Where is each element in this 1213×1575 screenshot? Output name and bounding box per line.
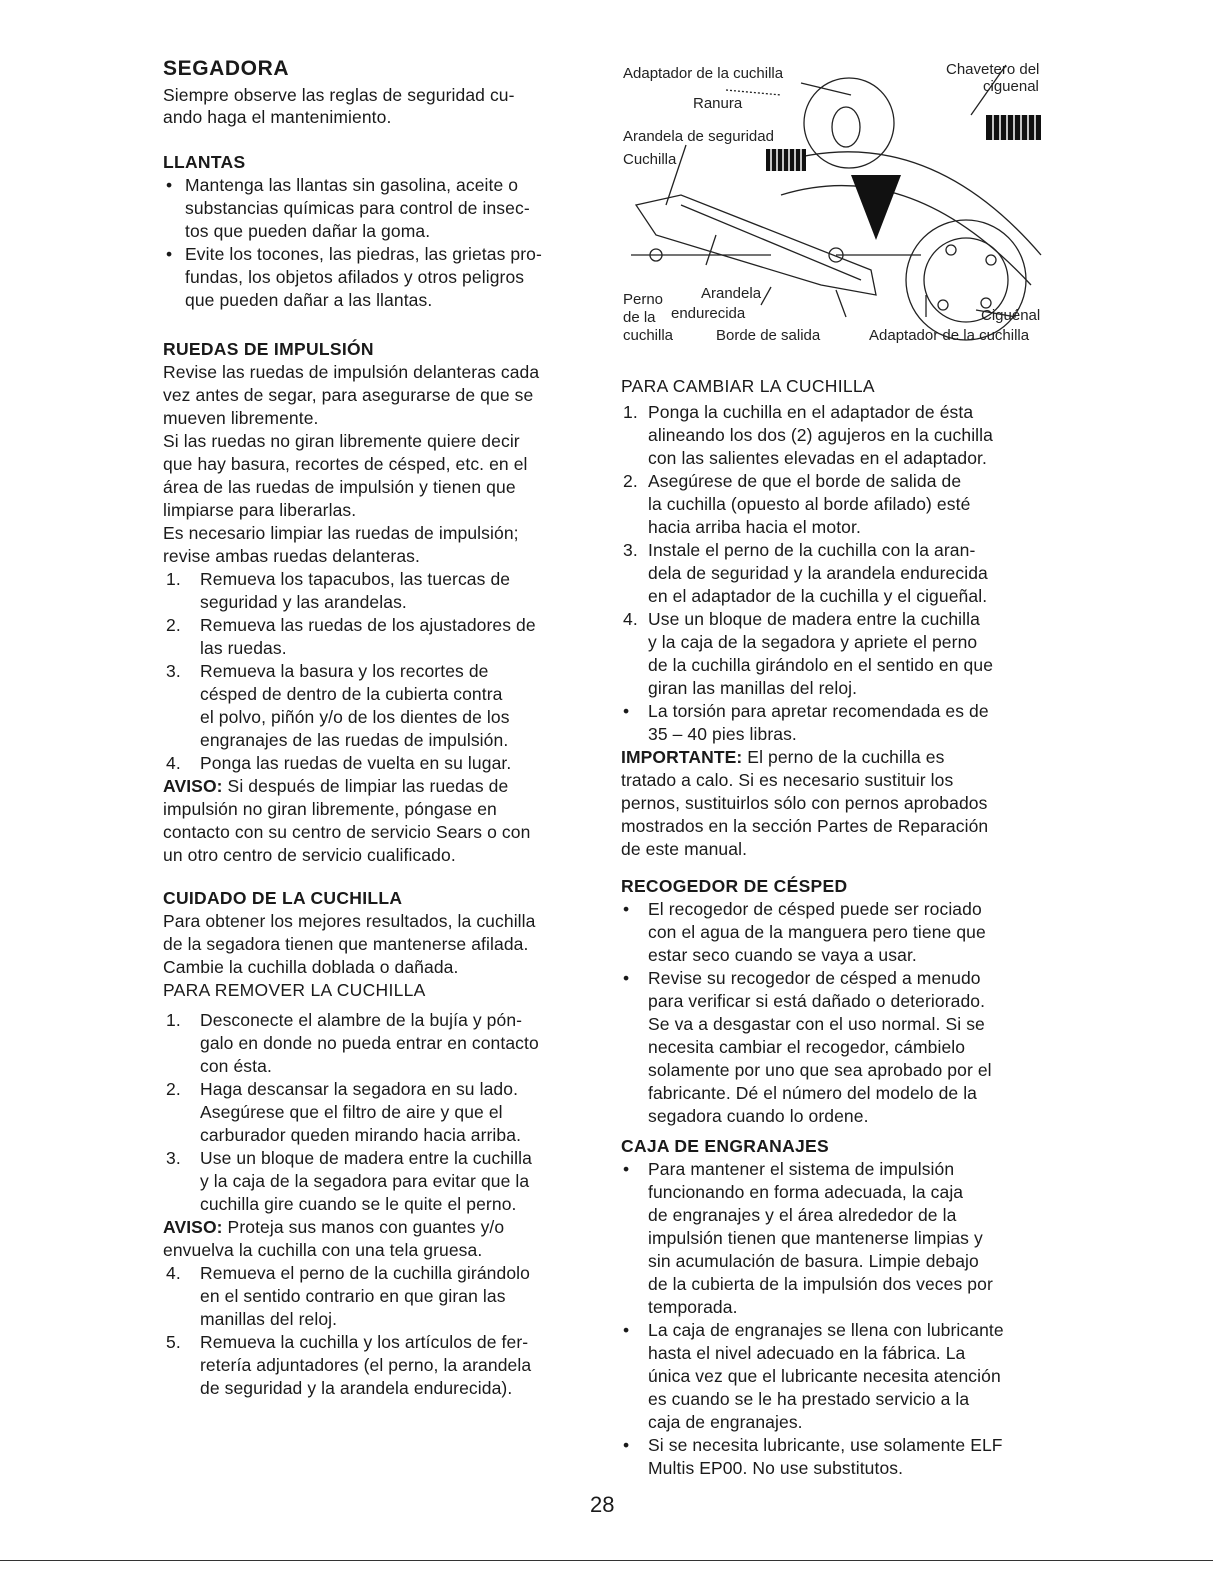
- heading-cuidado: CUIDADO DE LA CUCHILLA: [163, 888, 403, 908]
- text-line: Se va a desgastar con el uso normal. Si se: [648, 1014, 985, 1034]
- text-line: caja de engranajes.: [648, 1412, 803, 1432]
- label-adaptador-bottom: Adaptador de la cuchilla: [869, 327, 1030, 344]
- label-borde-salida: Borde de salida: [716, 327, 821, 344]
- text-line: de la segadora tienen que mantenerse afilada.: [163, 934, 529, 954]
- text-line: Multis EP00. No use substitutos.: [648, 1458, 904, 1478]
- label-cuchilla: Cuchilla: [623, 151, 677, 168]
- heading-recogedor: RECOGEDOR DE CÉSPED: [621, 876, 848, 896]
- text-line: Revise las ruedas de impulsión delanteras cada: [163, 362, 540, 382]
- bullet-glyph: •: [623, 1320, 630, 1340]
- heading-ruedas: RUEDAS DE IMPULSIÓN: [163, 339, 374, 359]
- text-line: solamente por uno que sea aprobado por el: [648, 1060, 992, 1080]
- heading-caja: CAJA DE ENGRANAJES: [621, 1136, 829, 1156]
- section-title-segadora: SEGADORA: [163, 57, 290, 80]
- text-line: manillas del reloj.: [200, 1309, 338, 1329]
- importante-line: [621, 747, 944, 768]
- text-line: las ruedas.: [200, 638, 287, 658]
- text-line: La torsión para apretar recomendada es de: [648, 701, 989, 721]
- step-number: 3.: [166, 1148, 181, 1168]
- aviso-text: Proteja sus manos con guantes y/o: [222, 1217, 505, 1237]
- text-line: y la caja de la segadora y apriete el perno: [648, 632, 978, 652]
- text-line: Use un bloque de madera entre la cuchilla: [648, 609, 980, 629]
- intro-line: ando haga el mantenimiento.: [163, 107, 392, 127]
- label-chavetero: ciguenal: [983, 78, 1039, 95]
- text-line: de la cuchilla girándolo en el sentido en que: [648, 655, 994, 675]
- step-number: 3.: [623, 540, 638, 560]
- text-line: Para mantener el sistema de impulsión: [648, 1159, 955, 1179]
- bullet-glyph: •: [166, 244, 173, 264]
- step-number: 4.: [166, 753, 181, 773]
- text-line: impulsión tienen que mantenerse limpias y: [648, 1228, 983, 1248]
- text-line: sin acumulación de basura. Limpie debajo: [648, 1251, 979, 1271]
- text-line: Asegúrese de que el borde de salida de: [648, 471, 962, 491]
- text-line: seguridad y las arandelas.: [200, 592, 407, 612]
- text-line: Use un bloque de madera entre la cuchilla: [200, 1148, 532, 1168]
- intro-line: Siempre observe las reglas de seguridad cu-: [163, 85, 515, 105]
- text-line: Ponga la cuchilla en el adaptador de ésta: [648, 402, 974, 422]
- text-line: Mantenga las llantas sin gasolina, aceite o: [185, 175, 519, 195]
- text-line: el polvo, piñón y/o de los dientes de los: [200, 707, 510, 727]
- text-line: y la caja de la segadora para evitar que la: [200, 1171, 530, 1191]
- text-line: de la cubierta de la impulsión dos veces por: [648, 1274, 993, 1294]
- text-line: La caja de engranajes se llena con lubricante: [648, 1320, 1004, 1340]
- label-arandela-endurecida: Arandela: [701, 285, 762, 302]
- text-line: contacto con su centro de servicio Sears o con: [163, 822, 531, 842]
- label-perno: Perno: [623, 291, 664, 308]
- text-line: hasta el nivel adecuado en la fábrica. La: [648, 1343, 966, 1363]
- step-number: 1.: [623, 402, 638, 422]
- text-line: Evite los tocones, las piedras, las grietas pro-: [185, 244, 542, 264]
- text-line: Si se necesita lubricante, use solamente ELF: [648, 1435, 1003, 1455]
- text-line: necesita cambiar el recogedor, cámbielo: [648, 1037, 966, 1057]
- text-line: tratado a calo. Si es necesario sustituir los: [621, 770, 954, 790]
- text-line: hacia arriba hacia el motor.: [648, 517, 861, 537]
- text-line: 35 – 40 pies libras.: [648, 724, 797, 744]
- aviso-label: AVISO:: [163, 776, 223, 796]
- label-arandela-endurecida: endurecida: [671, 305, 746, 322]
- label-perno: de la: [623, 309, 656, 326]
- bullet-glyph: •: [623, 968, 630, 988]
- text-line: con el agua de la manguera pero tiene que: [648, 922, 986, 942]
- text-line: en el adaptador de la cuchilla y el cigueñal.: [648, 586, 988, 606]
- bullet-glyph: •: [623, 1159, 630, 1179]
- text-line: engranajes de las ruedas de impulsión.: [200, 730, 509, 750]
- step-number: 1.: [166, 1010, 181, 1030]
- text-line: Remueva la cuchilla y los artículos de fer-: [200, 1332, 529, 1352]
- text-line: Para obtener los mejores resultados, la cuchilla: [163, 911, 536, 931]
- importante-label: IMPORTANTE:: [621, 747, 743, 767]
- text-line: retería adjuntadores (el perno, la arandela: [200, 1355, 532, 1375]
- text-line: Ponga las ruedas de vuelta en su lugar.: [200, 753, 512, 773]
- step-number: 3.: [166, 661, 181, 681]
- text-line: envuelva la cuchilla con una tela gruesa.: [163, 1240, 483, 1260]
- text-line: única vez que el lubricante necesita atención: [648, 1366, 1001, 1386]
- text-line: El recogedor de césped puede ser rociado: [648, 899, 982, 919]
- text-line: temporada.: [648, 1297, 738, 1317]
- text-line: giran las manillas del reloj.: [648, 678, 858, 698]
- label-chavetero: Chavetero del: [946, 61, 1040, 78]
- text-line: tos que pueden dañar la goma.: [185, 221, 431, 241]
- text-line: Remueva las ruedas de los ajustadores de: [200, 615, 536, 635]
- text-line: Cambie la cuchilla doblada o dañada.: [163, 957, 459, 977]
- aviso-text: Si después de limpiar las ruedas de: [222, 776, 509, 796]
- text-line: la cuchilla (opuesto al borde afilado) esté: [648, 494, 971, 514]
- step-number: 2.: [166, 615, 181, 635]
- bottom-divider: [0, 1560, 1213, 1561]
- bullet-glyph: •: [623, 899, 630, 919]
- step-number: 5.: [166, 1332, 181, 1352]
- step-number: 4.: [166, 1263, 181, 1283]
- text-line: Instale el perno de la cuchilla con la aran-: [648, 540, 976, 560]
- text-line: Si las ruedas no giran libremente quiere decir: [163, 431, 520, 451]
- bullet-glyph: •: [623, 1435, 630, 1455]
- text-line: dela de seguridad y la arandela endurecida: [648, 563, 988, 583]
- text-line: mostrados en la sección Partes de Reparación: [621, 816, 989, 836]
- text-line: Remueva los tapacubos, las tuercas de: [200, 569, 511, 589]
- text-line: un otro centro de servicio cualificado.: [163, 845, 456, 865]
- text-line: que pueden dañar a las llantas.: [185, 290, 433, 310]
- text-line: galo en donde no pueda entrar en contacto: [200, 1033, 539, 1053]
- text-line: Revise su recogedor de césped a menudo: [648, 968, 981, 988]
- aviso-line: [163, 1217, 504, 1238]
- text-line: para verificar si está dañado o deteriorado.: [648, 991, 986, 1011]
- text-line: revise ambas ruedas delanteras.: [163, 546, 420, 566]
- text-line: impulsión no giran libremente, póngase en: [163, 799, 497, 819]
- text-line: alineando los dos (2) agujeros en la cuchilla: [648, 425, 993, 445]
- label-ranura: Ranura: [693, 95, 743, 112]
- text-line: Asegúrese que el filtro de aire y que el: [200, 1102, 503, 1122]
- step-number: 2.: [166, 1079, 181, 1099]
- text-line: fundas, los objetos afilados y otros peligros: [185, 267, 525, 287]
- label-ciguenal: Ciguénal: [981, 307, 1041, 324]
- text-line: césped de dentro de la cubierta contra: [200, 684, 503, 704]
- label-arandela-seguridad: Arandela de seguridad: [623, 128, 774, 145]
- blade-assembly-diagram: [621, 55, 1046, 355]
- label-perno: cuchilla: [623, 327, 674, 344]
- page-number: 28: [590, 1492, 615, 1517]
- text-line: de engranajes y el área alrededor de la: [648, 1205, 957, 1225]
- text-line: con las salientes elevadas en el adaptador.: [648, 448, 987, 468]
- text-line: Desconecte el alambre de la bujía y pón-: [200, 1010, 523, 1030]
- bullet-glyph: •: [623, 701, 630, 721]
- text-line: funcionando en forma adecuada, la caja: [648, 1182, 964, 1202]
- text-line: limpiarse para liberarlas.: [163, 500, 357, 520]
- text-line: mueven libremente.: [163, 408, 319, 428]
- aviso-label: AVISO:: [163, 1217, 223, 1237]
- text-line: segadora cuando lo ordene.: [648, 1106, 869, 1126]
- aviso-line: [163, 776, 508, 797]
- importante-text: El perno de la cuchilla es: [742, 747, 945, 767]
- text-line: de seguridad y la arandela endurecida).: [200, 1378, 513, 1398]
- text-line: con ésta.: [200, 1056, 272, 1076]
- heading-llantas: LLANTAS: [163, 152, 246, 172]
- text-line: en el sentido contrario en que giran las: [200, 1286, 506, 1306]
- text-line: Remueva la basura y los recortes de: [200, 661, 489, 681]
- text-line: estar seco cuando se vaya a usar.: [648, 945, 917, 965]
- text-line: área de las ruedas de impulsión y tienen que: [163, 477, 516, 497]
- text-line: cuchilla gire cuando se le quite el perno.: [200, 1194, 517, 1214]
- subheading-cambiar: PARA CAMBIAR LA CUCHILLA: [621, 376, 875, 396]
- text-line: Haga descansar la segadora en su lado.: [200, 1079, 519, 1099]
- text-line: que hay basura, recortes de césped, etc. en el: [163, 454, 528, 474]
- text-line: pernos, sustituirlos sólo con pernos aprobados: [621, 793, 988, 813]
- text-line: de este manual.: [621, 839, 748, 859]
- subheading-remover: PARA REMOVER LA CUCHILLA: [163, 980, 426, 1000]
- text-line: Remueva el perno de la cuchilla girándolo: [200, 1263, 530, 1283]
- text-line: fabricante. Dé el número del modelo de la: [648, 1083, 978, 1103]
- step-number: 4.: [623, 609, 638, 629]
- text-line: Es necesario limpiar las ruedas de impulsión;: [163, 523, 519, 543]
- label-adaptador-top: Adaptador de la cuchilla: [623, 65, 784, 82]
- text-line: carburador queden mirando hacia arriba.: [200, 1125, 522, 1145]
- text-line: substancias químicas para control de insec-: [185, 198, 530, 218]
- text-line: es cuando se le ha prestado servicio a la: [648, 1389, 970, 1409]
- step-number: 1.: [166, 569, 181, 589]
- text-line: vez antes de segar, para asegurarse de que se: [163, 385, 534, 405]
- bullet-glyph: •: [166, 175, 173, 195]
- step-number: 2.: [623, 471, 638, 491]
